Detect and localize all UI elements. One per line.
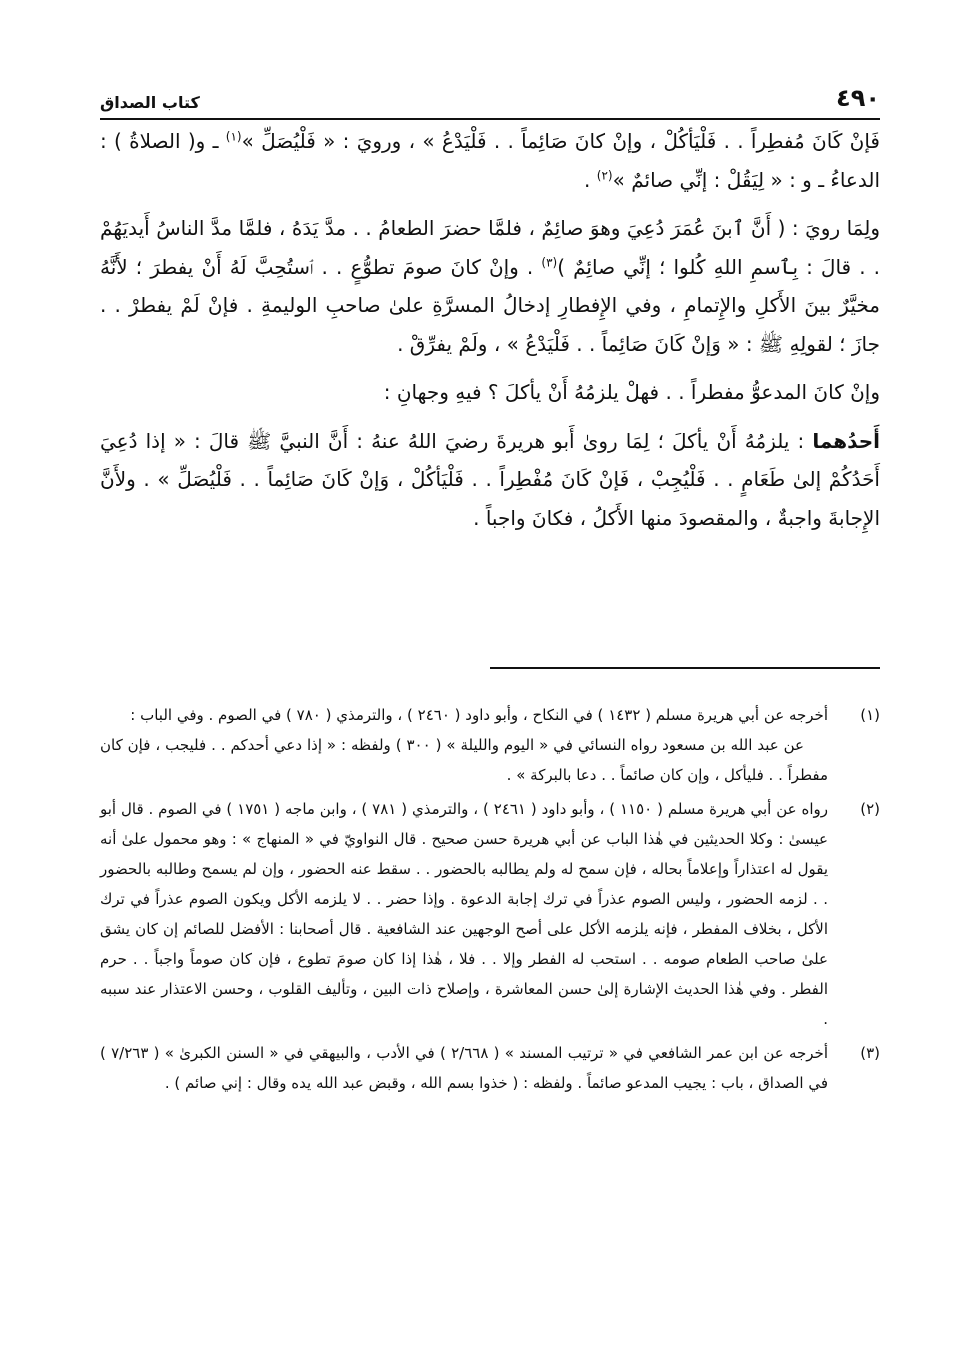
footnote-2 xyxy=(100,794,880,1034)
paragraph-1-text-a: فَإنْ كَانَ مُفطِراً . . فَلْيَأكُلْ ، وإنْ كانَ صَائِماً . . فَلْيَدْعُ » ، ورويَ : « فَلْيُصَلِّ » xyxy=(241,129,880,153)
footnote-body xyxy=(100,794,828,1034)
page-number: ٤٩٠ xyxy=(836,84,880,112)
footnote-text: رواه عن أبي هريرة مسلم ( ١١٥٠ ) ، وأبو داود ( ٢٤٦١ ) ، والترمذي ( ٧٨١ ) ، وابن ماجه ( ١٧٥١ ) في الصوم . قال أبو عيسىٰ : وكلا الحديثين في هٰذا الباب عن أبي هريرة حسن صحيح . قال النواويّ في « المنهاج » : وهو محمول علىٰ أنه يقول له اعتذاراً وإعلاماً بحاله ، فإن سمح له ولم يطالبه بالحضور . . سقط عنه الحضور ، وإن لم يسمح وطالبه بالحضور . . لزمه الحضور ، وليس الصوم عذراً في ترك إجابة الدعوة . وإذا حضر . . لا يلزمه الأكل ويكون الصوم عذراً في ترك الأكل ، بخلاف المفطر ، فإنه يلزمه الأكل على أصح الوجهين عند الشافعية . قال أصحابنا : الأفضل للصائم إن كان يشق علىٰ صاحب الطعام صومه . . استحب له الفطر وإلا . . فلا ، هٰذا إذا كان صومَ تطوع ، فإن كان صوماً واجباً . . حرم الفطر . وفي هٰذا الحديث الإشارة إلىٰ حسن المعاشرة ، وإصلاح ذات البين ، وتأليف القلوب ، وحسن الاعتذار عند سببه . xyxy=(100,800,828,1028)
paragraph-3-text: وإنْ كانَ المدعوُّ مفطراً . . فهلْ يلزمُهُ أَنْ يأكلَ ؟ فيهِ وجهانِ : xyxy=(383,380,880,404)
footnote-body xyxy=(100,1038,828,1098)
footnote-body xyxy=(100,700,828,790)
footnote-mark: (٢) xyxy=(860,800,880,818)
footnotes xyxy=(100,700,880,1102)
running-title: كتاب الصداق xyxy=(100,93,200,112)
footnote-ref-3: (٣) xyxy=(541,254,558,269)
header-rule xyxy=(100,118,880,120)
footnote-ref-2: (٢) xyxy=(596,167,613,182)
footnote-subtext: عن عبد الله بن مسعود رواه النسائي في « اليوم والليلة » ( ٣٠٠ ) ولفظه : « إذا دعي أحدكم . . فليجب ، فإن كان مفطراً . . فليأكل ، وإن كان صائماً . . دعا بالبركة » . xyxy=(100,736,828,784)
footnote-mark: (١) xyxy=(860,706,880,724)
paragraph-1 xyxy=(100,122,880,199)
page-header xyxy=(100,80,880,112)
footnote-mark: (٣) xyxy=(860,1044,880,1062)
footnote-ref-1: (١) xyxy=(225,129,242,144)
paragraph-1-text-b: ـ و( الصلاةُ ) : الدعاءُ ـ و : « لِيَقُلْ : إنِّي صائمٌ » xyxy=(100,129,880,192)
paragraph-3 xyxy=(100,373,880,412)
footnote-text: أخرجه عن ابن عمر الشافعي في « ترتيب المسند » ( ٢/٦٦٨ ) في الأدب ، والبيهقي في « السنن الكبرىٰ » ( ٧/٢٦٣ ) في الصداق ، باب : يجيب المدعو صائماً . ولفظه : ( خذوا بسم الله ، وقبض عبد الله يده وقال : إني صائم ) . xyxy=(100,1044,828,1092)
footnote-separator xyxy=(490,667,880,669)
paragraph-2-text-a: ولِمَا رويَ : ( أَنَّ ٱبنَ عُمَرَ دُعِيَ وهوَ صائِمٌ ، فلمَّا حضرَ الطعامُ . . مدَّ يَدَهُ ، فلمَّا مدَّ الناسُ أَيديَهُمْ . . قالَ : بِٱسمِ اللهِ كُلوا ؛ إنِّي صائِمٌ ) xyxy=(100,216,880,279)
paragraph-4-lead: أَحدُهما xyxy=(812,428,880,453)
footnote-3 xyxy=(100,1038,880,1098)
paragraph-2-text-b: . وإنْ كانَ صومَ تطوُّعٍ . . ٱستُحِبَّ لَهُ أَنْ يفطرَ ؛ لأَنَّهُ مخيَّرٌ بينَ الأَكلِ والإِتمامِ ، وفي الإِفطارِ إدخالُ المسرَّةِ علىٰ صاحبِ الوليمةِ . فإنْ لَمْ يفطرْ . . جازَ ؛ لقولِهِ ﷺ : « وَإنْ كَانَ صَائِماً . . فَلْيَدْعُ » ، ولَمْ يفرِّقْ . xyxy=(100,254,880,356)
main-text xyxy=(100,122,880,547)
paragraph-4-text: : يلزمُهُ أَنْ يأكلَ ؛ لِمَا روىٰ أَبو هريرةَ رضيَ اللهُ عنهُ : أَنَّ النبيَّ ﷺ قالَ : « إذا دُعِيَ أَحَدُكُمْ إلىٰ طَعَامٍ . . فَلْيُجِبْ ، فَإنْ كَانَ مُفْطِراً . . فَلْيَأكُلْ ، وَإنْ كَانَ صَائِماً . . فَلْيُصَلِّ » . ولأَنَّ الإِجابةَ واجبةٌ ، والمقصودَ منها الأَكلُ ، فكانَ واجباً . xyxy=(100,428,880,530)
paragraph-4 xyxy=(100,422,880,538)
paragraph-1-text-c: . xyxy=(584,167,597,192)
footnote-text: أخرجه عن أبي هريرة مسلم ( ١٤٣٢ ) في النكاح ، وأبو داود ( ٢٤٦٠ ) ، والترمذي ( ٧٨٠ ) في الصوم . وفي الباب : xyxy=(130,706,828,724)
paragraph-2 xyxy=(100,209,880,363)
footnote-1 xyxy=(100,700,880,790)
